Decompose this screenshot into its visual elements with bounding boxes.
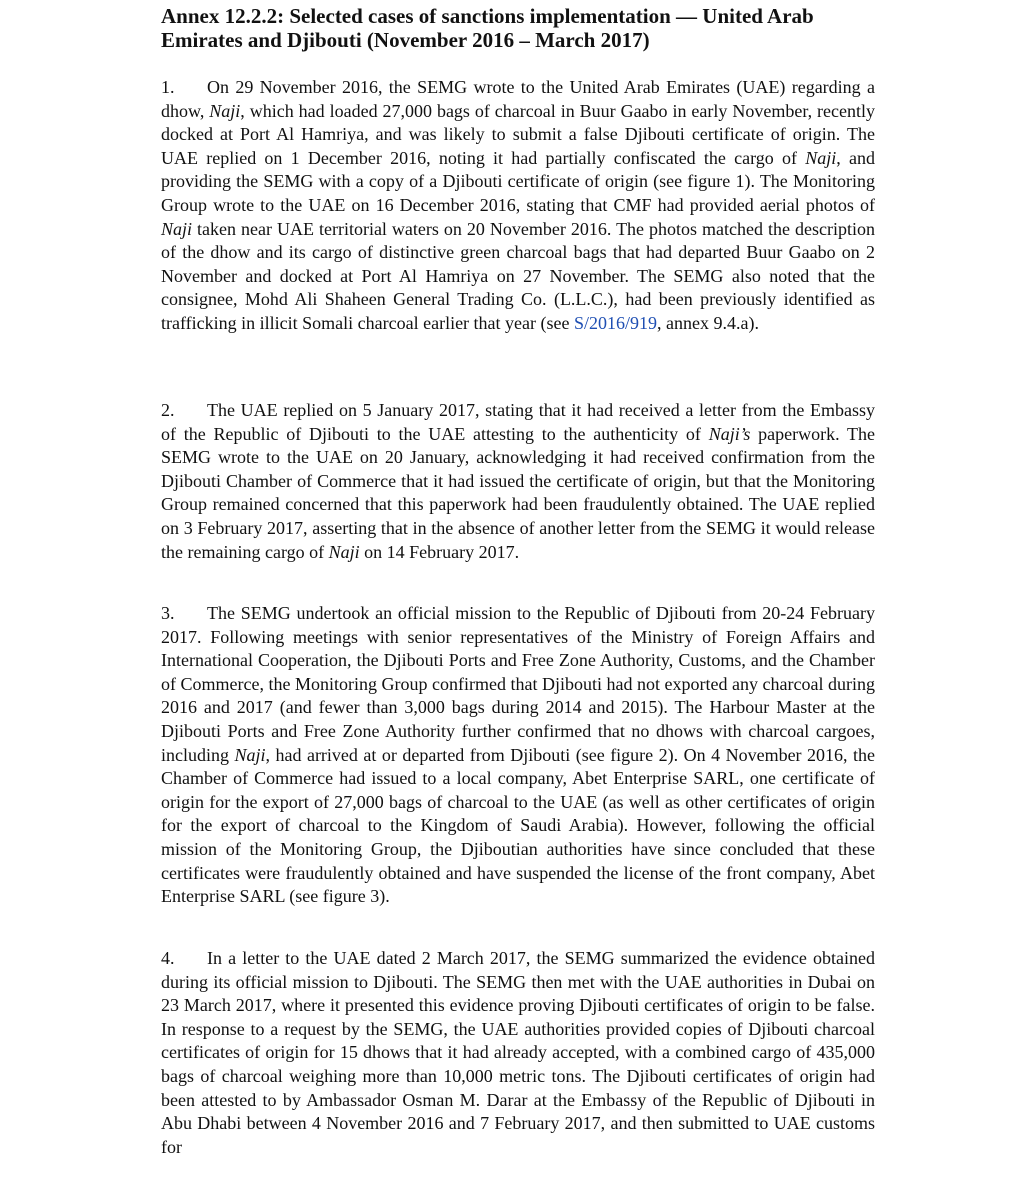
paragraph-2: 2. The UAE replied on 5 January 2017, stating that it had received a letter from the Embassy of the Republic of Djibouti to the UAE attesting to the authenticity of Naji’s paperwork. The SEMG wrote to the UAE on 20 January, acknowledging it had received confirmation from the Djibouti Chamber of Commerce that it had issued the certificate of origin, but that the Monitoring Group remained concerned that this paperwork had been fraudulently obtained. The UAE replied on 3 February 2017, asserting that in the absence of another letter from the SEMG it would release the remaining cargo of Naji on 14 February 2017. bbox=[161, 400, 876, 562]
paragraph-number: 4. bbox=[161, 948, 175, 968]
vessel-name: Naji bbox=[328, 541, 360, 562]
paragraph-number: 2. bbox=[161, 400, 175, 420]
vessel-name: Naji bbox=[161, 218, 193, 239]
paragraph-3: 3. The SEMG undertook an official mission to the Republic of Djibouti from 20-24 February 2017. Following meetings with senior representatives of the Ministry of Foreign Affairs and International Cooperation, the Djibouti Ports and Free Zone Authority, Customs, and the Chamber of Commerce, the Monitoring Group confirmed that Djibouti had not exported any charcoal during 2016 and 2017 (and fewer than 3,000 bags during 2014 and 2015). The Harbour Master at the Djibouti Ports and Free Zone Authority further confirmed that no dhows with charcoal cargoes, including Naji, had arrived at or departed from Djibouti (see figure 2). On 4 November 2016, the Chamber of Commerce had issued to a local company, Abet Enterprise SARL, one certificate of origin for the export of 27,000 bags of charcoal to the UAE (as well as other certificates of origin for the export of charcoal to the Kingdom of Saudi Arabia). However, following the official mission of the Monitoring Group, the Djiboutian authorities have since concluded that these certificates were fraudulently obtained and have suspended the license of the front company, Abet Enterprise SARL (see figure 3). bbox=[161, 603, 876, 907]
vessel-name: Naji bbox=[234, 744, 266, 765]
paragraph-1: 1. On 29 November 2016, the SEMG wrote to the United Arab Emirates (UAE) regarding a dhow, Naji, which had loaded 27,000 bags of charcoal in Buur Gaabo in early November, recently docked at Port Al Hamriya, and was likely to submit a false Djibouti certificate of origin. The UAE replied on 1 December 2016, noting it had partially confiscated the cargo of Naji, and providing the SEMG with a copy of a Djibouti certificate of origin (see figure 1). The Monitoring Group wrote to the UAE on 16 December 2016, stating that CMF had provided aerial photos of Naji taken near UAE territorial waters on 20 November 2016. The photos matched the description of the dhow and its cargo of distinctive green charcoal bags that had departed Buur Gaabo on 2 November and docked at Port Al Hamriya on 27 November. The SEMG also noted that the consignee, Mohd Ali Shaheen General Trading Co. (L.L.C.), had been previously identified as trafficking in illicit Somali charcoal earlier that year (see S/2016/919, annex 9.4.a). bbox=[161, 77, 875, 333]
annex-title: Annex 12.2.2: Selected cases of sanctions implementation — United Arab Emirates and Djibouti (November 2016 – March 2017) bbox=[161, 4, 814, 52]
document-link[interactable]: S/2016/919 bbox=[574, 312, 658, 333]
paragraph-number: 1. bbox=[161, 77, 175, 97]
vessel-name: Naji’s bbox=[708, 423, 751, 444]
paragraph-4: 4. In a letter to the UAE dated 2 March 2017, the SEMG summarized the evidence obtained during its official mission to Djibouti. The SEMG then met with the UAE authorities in Dubai on 23 March 2017, where it presented this evidence proving Djibouti certificates of origin to be false. In response to a request by the SEMG, the UAE authorities provided copies of Djibouti charcoal certificates of origin for 15 dhows that it had already accepted, with a combined cargo of 435,000 bags of charcoal weighing more than 10,000 metric tons. The Djibouti certificates of origin had been attested to by Ambassador Osman M. Darar at the Embassy of the Republic of Djibouti in Abu Dhabi between 4 November 2016 and 7 February 2017, and then submitted to UAE customs for bbox=[161, 948, 875, 1157]
paragraph-number: 3. bbox=[161, 603, 175, 623]
vessel-name: Naji bbox=[209, 100, 241, 121]
vessel-name: Naji bbox=[805, 147, 837, 168]
